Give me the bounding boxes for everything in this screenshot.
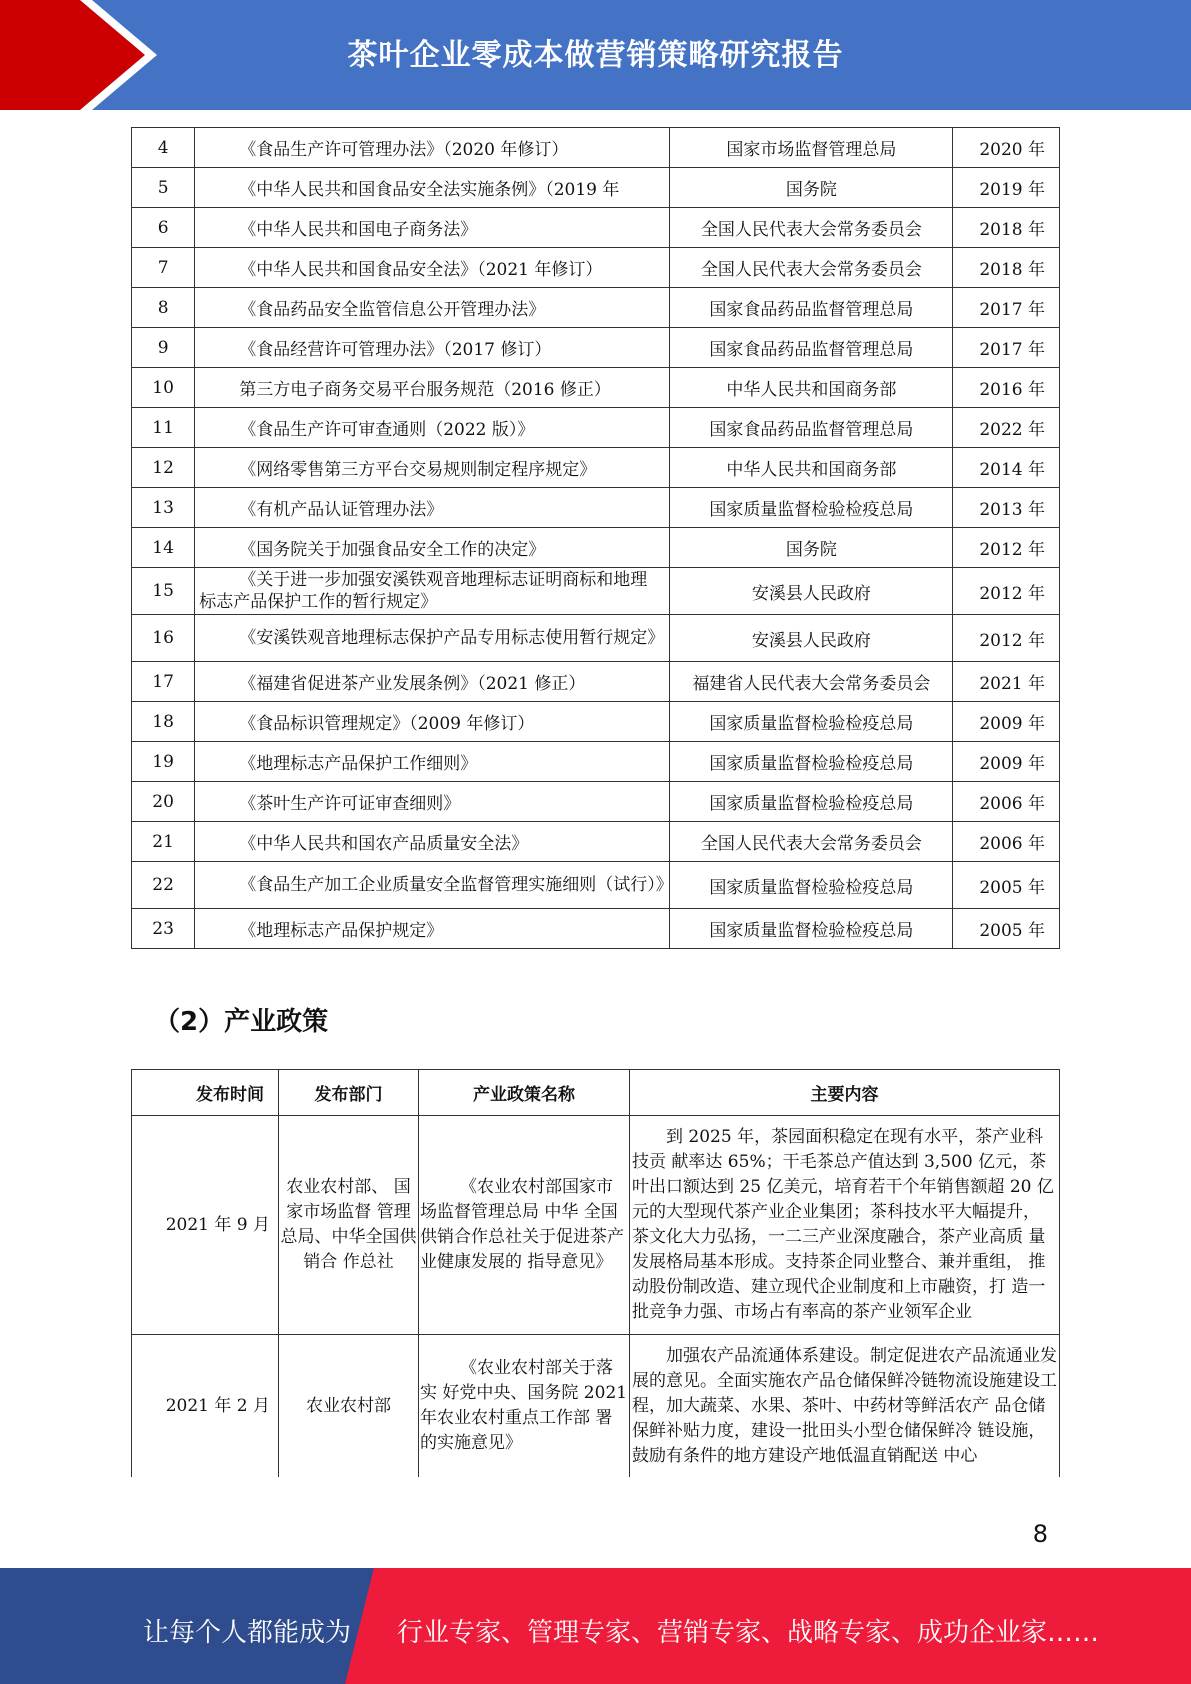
law-dept: 全国人民代表大会常务委员会 bbox=[670, 822, 953, 862]
law-year: 2006 年 bbox=[953, 822, 1060, 862]
law-name: 《有机产品认证管理办法》 bbox=[195, 488, 670, 528]
law-dept: 安溪县人民政府 bbox=[670, 568, 953, 615]
table-row bbox=[132, 862, 1060, 909]
table-row bbox=[132, 288, 1060, 328]
section-title: （2）产业政策 bbox=[154, 1007, 329, 1037]
law-year: 2018 年 bbox=[953, 208, 1060, 248]
law-dept: 国家质量监督检验检疫总局 bbox=[670, 702, 953, 742]
law-dept: 国家质量监督检验检疫总局 bbox=[670, 742, 953, 782]
law-index: 23 bbox=[132, 909, 195, 949]
law-dept: 国家质量监督检验检疫总局 bbox=[670, 488, 953, 528]
table-row bbox=[132, 528, 1060, 568]
law-name: 《中华人民共和国食品安全法》（2021 年修订） bbox=[195, 248, 670, 288]
table-row bbox=[132, 408, 1060, 448]
law-index: 10 bbox=[132, 368, 195, 408]
law-dept: 国家质量监督检验检疫总局 bbox=[670, 782, 953, 822]
table-row bbox=[132, 615, 1060, 662]
law-name: 《关于进一步加强安溪铁观音地理标志证明商标和地理 标志产品保护工作的暂行规定》 bbox=[195, 568, 670, 615]
law-dept: 国务院 bbox=[670, 168, 953, 208]
law-index: 5 bbox=[132, 168, 195, 208]
law-name: 《食品药品安全监管信息公开管理办法》 bbox=[195, 288, 670, 328]
law-dept: 国家市场监督管理总局 bbox=[670, 128, 953, 168]
law-dept: 国家食品药品监督管理总局 bbox=[670, 408, 953, 448]
law-index: 21 bbox=[132, 822, 195, 862]
table-row bbox=[132, 248, 1060, 288]
law-name: 《食品生产许可审查通则（2022 版）》 bbox=[195, 408, 670, 448]
policy-header-row bbox=[132, 1070, 1060, 1116]
table-row bbox=[132, 742, 1060, 782]
table-row bbox=[132, 328, 1060, 368]
law-year: 2012 年 bbox=[953, 528, 1060, 568]
table-row bbox=[132, 909, 1060, 949]
table-row bbox=[132, 1116, 1060, 1335]
law-year: 2013 年 bbox=[953, 488, 1060, 528]
table-row bbox=[132, 128, 1060, 168]
footer-banner bbox=[0, 1568, 1191, 1684]
law-year: 2012 年 bbox=[953, 568, 1060, 615]
policy-name: 《农业农村部关于落实 好党中央、国务院 2021 年农业农村重点工作部 署的实施意见》 bbox=[419, 1335, 630, 1478]
law-year: 2019 年 bbox=[953, 168, 1060, 208]
law-index: 8 bbox=[132, 288, 195, 328]
law-year: 2006 年 bbox=[953, 782, 1060, 822]
policy-date: 2021 年 9 月 bbox=[132, 1116, 279, 1335]
law-table-body bbox=[132, 128, 1060, 949]
law-year: 2005 年 bbox=[953, 909, 1060, 949]
table-row bbox=[132, 368, 1060, 408]
law-year: 2022 年 bbox=[953, 408, 1060, 448]
law-year: 2021 年 bbox=[953, 662, 1060, 702]
law-index: 12 bbox=[132, 448, 195, 488]
law-index: 17 bbox=[132, 662, 195, 702]
footer-slogan-right: 行业专家、管理专家、营销专家、战略专家、成功企业家…… bbox=[397, 1618, 1100, 1648]
law-name: 《安溪铁观音地理标志保护产品专用标志使用暂行规定》 bbox=[195, 615, 670, 662]
table-row bbox=[132, 782, 1060, 822]
law-name: 《食品经营许可管理办法》（2017 修订） bbox=[195, 328, 670, 368]
page-number: 8 bbox=[1032, 1520, 1048, 1548]
law-year: 2017 年 bbox=[953, 328, 1060, 368]
law-year: 2016 年 bbox=[953, 368, 1060, 408]
law-name: 《中华人民共和国食品安全法实施条例》（2019 年 bbox=[195, 168, 670, 208]
table-row bbox=[132, 568, 1060, 615]
law-table bbox=[131, 127, 1060, 949]
law-index: 18 bbox=[132, 702, 195, 742]
table-row bbox=[132, 1335, 1060, 1478]
law-index: 4 bbox=[132, 128, 195, 168]
law-year: 2018 年 bbox=[953, 248, 1060, 288]
law-name: 第三方电子商务交易平台服务规范（2016 修正） bbox=[195, 368, 670, 408]
header-policy-name: 产业政策名称 bbox=[419, 1070, 630, 1116]
policy-content: 到 2025 年，茶园面积稳定在现有水平，茶产业科技贡 献率达 65%；干毛茶总产值达到 3,500 亿元，茶叶出口额达到 25 亿美元，培育若干个年销售额超 20 亿元的大型现代茶产业企业集团；茶科技水平大幅提升， 茶文化大力弘扬，一二三产业深度融合，茶产业高质 量发展格局基本形成。支持茶企同业整合、兼并重组， 推动股份制改造、建立现代企业制度和上市融资，打 造一批竞争力强、市场占有率高的茶产业领军企业 bbox=[630, 1116, 1060, 1335]
law-index: 9 bbox=[132, 328, 195, 368]
law-year: 2012 年 bbox=[953, 615, 1060, 662]
law-dept: 中华人民共和国商务部 bbox=[670, 448, 953, 488]
law-year: 2005 年 bbox=[953, 862, 1060, 909]
law-dept: 安溪县人民政府 bbox=[670, 615, 953, 662]
law-name: 《网络零售第三方平台交易规则制定程序规定》 bbox=[195, 448, 670, 488]
table-row bbox=[132, 488, 1060, 528]
policy-dept: 农业农村部、 国家市场监督 管理总局、中华全国供销合 作总社 bbox=[279, 1116, 419, 1335]
law-name: 《食品生产许可管理办法》（2020 年修订） bbox=[195, 128, 670, 168]
law-name: 《国务院关于加强食品安全工作的决定》 bbox=[195, 528, 670, 568]
table-row bbox=[132, 168, 1060, 208]
law-index: 11 bbox=[132, 408, 195, 448]
law-year: 2020 年 bbox=[953, 128, 1060, 168]
law-name: 《食品生产加工企业质量安全监督管理实施细则（试行）》 bbox=[195, 862, 670, 909]
law-index: 14 bbox=[132, 528, 195, 568]
policy-date: 2021 年 2 月 bbox=[132, 1335, 279, 1478]
header-content: 主要内容 bbox=[630, 1070, 1060, 1116]
law-index: 7 bbox=[132, 248, 195, 288]
table-row bbox=[132, 702, 1060, 742]
law-name: 《茶叶生产许可证审查细则》 bbox=[195, 782, 670, 822]
law-index: 6 bbox=[132, 208, 195, 248]
law-year: 2014 年 bbox=[953, 448, 1060, 488]
law-dept: 国家质量监督检验检疫总局 bbox=[670, 862, 953, 909]
law-name: 《地理标志产品保护规定》 bbox=[195, 909, 670, 949]
law-index: 20 bbox=[132, 782, 195, 822]
policy-name: 《农业农村部国家市场监督管理总局 中华 全国供销合作总社关于促进茶产业健康发展的 指导意见》 bbox=[419, 1116, 630, 1335]
law-dept: 国家质量监督检验检疫总局 bbox=[670, 909, 953, 949]
header-date: 发布时间 bbox=[132, 1070, 279, 1116]
law-dept: 全国人民代表大会常务委员会 bbox=[670, 208, 953, 248]
law-dept: 国务院 bbox=[670, 528, 953, 568]
law-name: 《福建省促进茶产业发展条例》（2021 修正） bbox=[195, 662, 670, 702]
law-name: 《地理标志产品保护工作细则》 bbox=[195, 742, 670, 782]
law-dept: 福建省人民代表大会常务委员会 bbox=[670, 662, 953, 702]
law-dept: 国家食品药品监督管理总局 bbox=[670, 328, 953, 368]
header-dept: 发布部门 bbox=[279, 1070, 419, 1116]
policy-content: 加强农产品流通体系建设。制定促进农产品流通业发 展的意见。全面实施农产品仓储保鲜冷链物流设施建设工程，加大蔬菜、水果、茶叶、中药材等鲜活农产 品仓储保鲜补贴力度，建设一批田头小型仓储保鲜冷 链设施，鼓励有条件的地方建设产地低温直销配送 中心 bbox=[630, 1335, 1060, 1478]
law-index: 22 bbox=[132, 862, 195, 909]
law-name: 《食品标识管理规定》（2009 年修订） bbox=[195, 702, 670, 742]
footer-slogan-left: 让每个人都能成为 bbox=[143, 1618, 352, 1648]
law-year: 2017 年 bbox=[953, 288, 1060, 328]
table-row bbox=[132, 662, 1060, 702]
table-row bbox=[132, 208, 1060, 248]
law-year: 2009 年 bbox=[953, 742, 1060, 782]
policy-dept: 农业农村部 bbox=[279, 1335, 419, 1478]
header-banner bbox=[0, 0, 1191, 110]
law-dept: 国家食品药品监督管理总局 bbox=[670, 288, 953, 328]
law-index: 13 bbox=[132, 488, 195, 528]
law-index: 19 bbox=[132, 742, 195, 782]
law-index: 16 bbox=[132, 615, 195, 662]
document-title: 茶叶企业零成本做营销策略研究报告 bbox=[347, 38, 844, 73]
law-dept: 全国人民代表大会常务委员会 bbox=[670, 248, 953, 288]
table-row bbox=[132, 822, 1060, 862]
policy-table bbox=[131, 1069, 1060, 1477]
law-dept: 中华人民共和国商务部 bbox=[670, 368, 953, 408]
law-name: 《中华人民共和国电子商务法》 bbox=[195, 208, 670, 248]
table-row bbox=[132, 448, 1060, 488]
law-index: 15 bbox=[132, 568, 195, 615]
law-name: 《中华人民共和国农产品质量安全法》 bbox=[195, 822, 670, 862]
law-year: 2009 年 bbox=[953, 702, 1060, 742]
